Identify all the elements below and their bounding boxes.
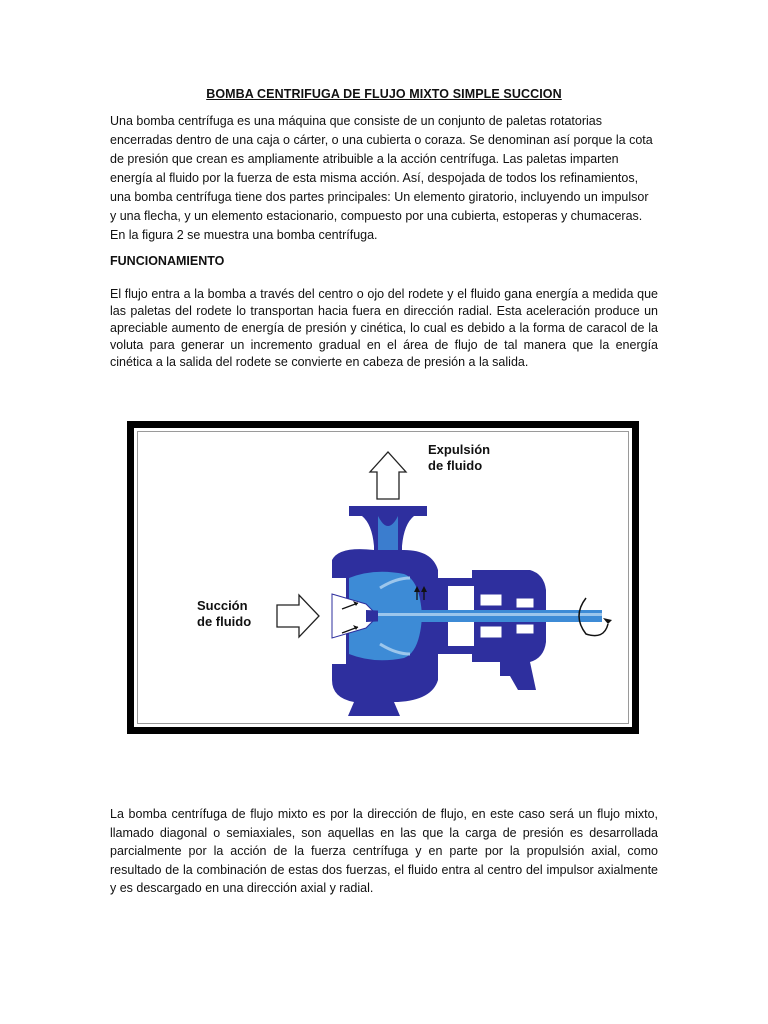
closing-paragraph: La bomba centrífuga de flujo mixto es por la dirección de flujo, en este caso será un flujo mixto, llamado diagonal o semiaxiales, son aquellas en las que la carga de presión es desarrollada parcialmente por la acción de la fuerza centrífuga y en parte por la propulsión axial, como resultado de la combinación de estas dos fuerzas, el fluido entra al centro del impulsor axialmente y es descargado en una dirección axial y radial.: [110, 807, 658, 895]
bearing-rear-lower: [516, 624, 534, 634]
outlet-arrow-icon: [370, 452, 406, 499]
outlet-label-line1: Expulsión: [428, 442, 491, 457]
bearing-rear: [516, 598, 534, 608]
rotation-arrowhead-icon: [603, 618, 612, 624]
pump-figure: [127, 421, 639, 734]
pump-cross-section: [332, 506, 612, 716]
support-foot-left: [348, 702, 400, 716]
outlet-label-line2: de fluido: [428, 458, 483, 473]
document-title: BOMBA CENTRIFUGA DE FLUJO MIXTO SIMPLE SUCCION: [206, 87, 562, 101]
inlet-label-line2: de fluido: [197, 614, 252, 629]
inlet-arrow-icon: [277, 595, 319, 637]
inlet-label-line1: Succión: [197, 598, 248, 613]
pump-diagram: [134, 428, 632, 727]
shaft-highlight: [378, 613, 602, 616]
bearing-front-lower: [480, 626, 502, 638]
funcionamiento-paragraph: El flujo entra a la bomba a través del centro o ojo del rodete y el fluido gana energía a medida que las paletas del rodete lo transportan hacia fuera en dirección radial. Esta aceleración produce un apreciable aumento de energía de presión y cinética, lo cual es debido a la forma de caracol de la voluta para generar un incremento gradual en el área de flujo de tal manera que la energía cinética a la salida del rodete se convierte en cabeza de presión a la salida.: [110, 287, 658, 369]
support-foot-right: [500, 662, 536, 690]
intro-paragraph: Una bomba centrífuga es una máquina que consiste de un conjunto de paletas rotatorias encerradas dentro de una caja o cárter, o una cubierta o coraza. Se denominan así porque la cota de presión que crean es ampliamente atribuible a la acción centrífuga. Las paletas imparten energía al fluido por la fuerza de esta misma acción. Así, despojada de todos los refinamientos, una bomba centrífuga tiene dos partes principales: Un elemento giratorio, incluyendo un impulsor y una flecha, y un elemento estacionario, compuesto por una cubierta, estoperas y chumaceras. En la figura 2 se muestra una bomba centrífuga.: [110, 114, 653, 242]
section-heading-funcionamiento: FUNCIONAMIENTO: [110, 254, 225, 268]
bearing-front: [480, 594, 502, 606]
